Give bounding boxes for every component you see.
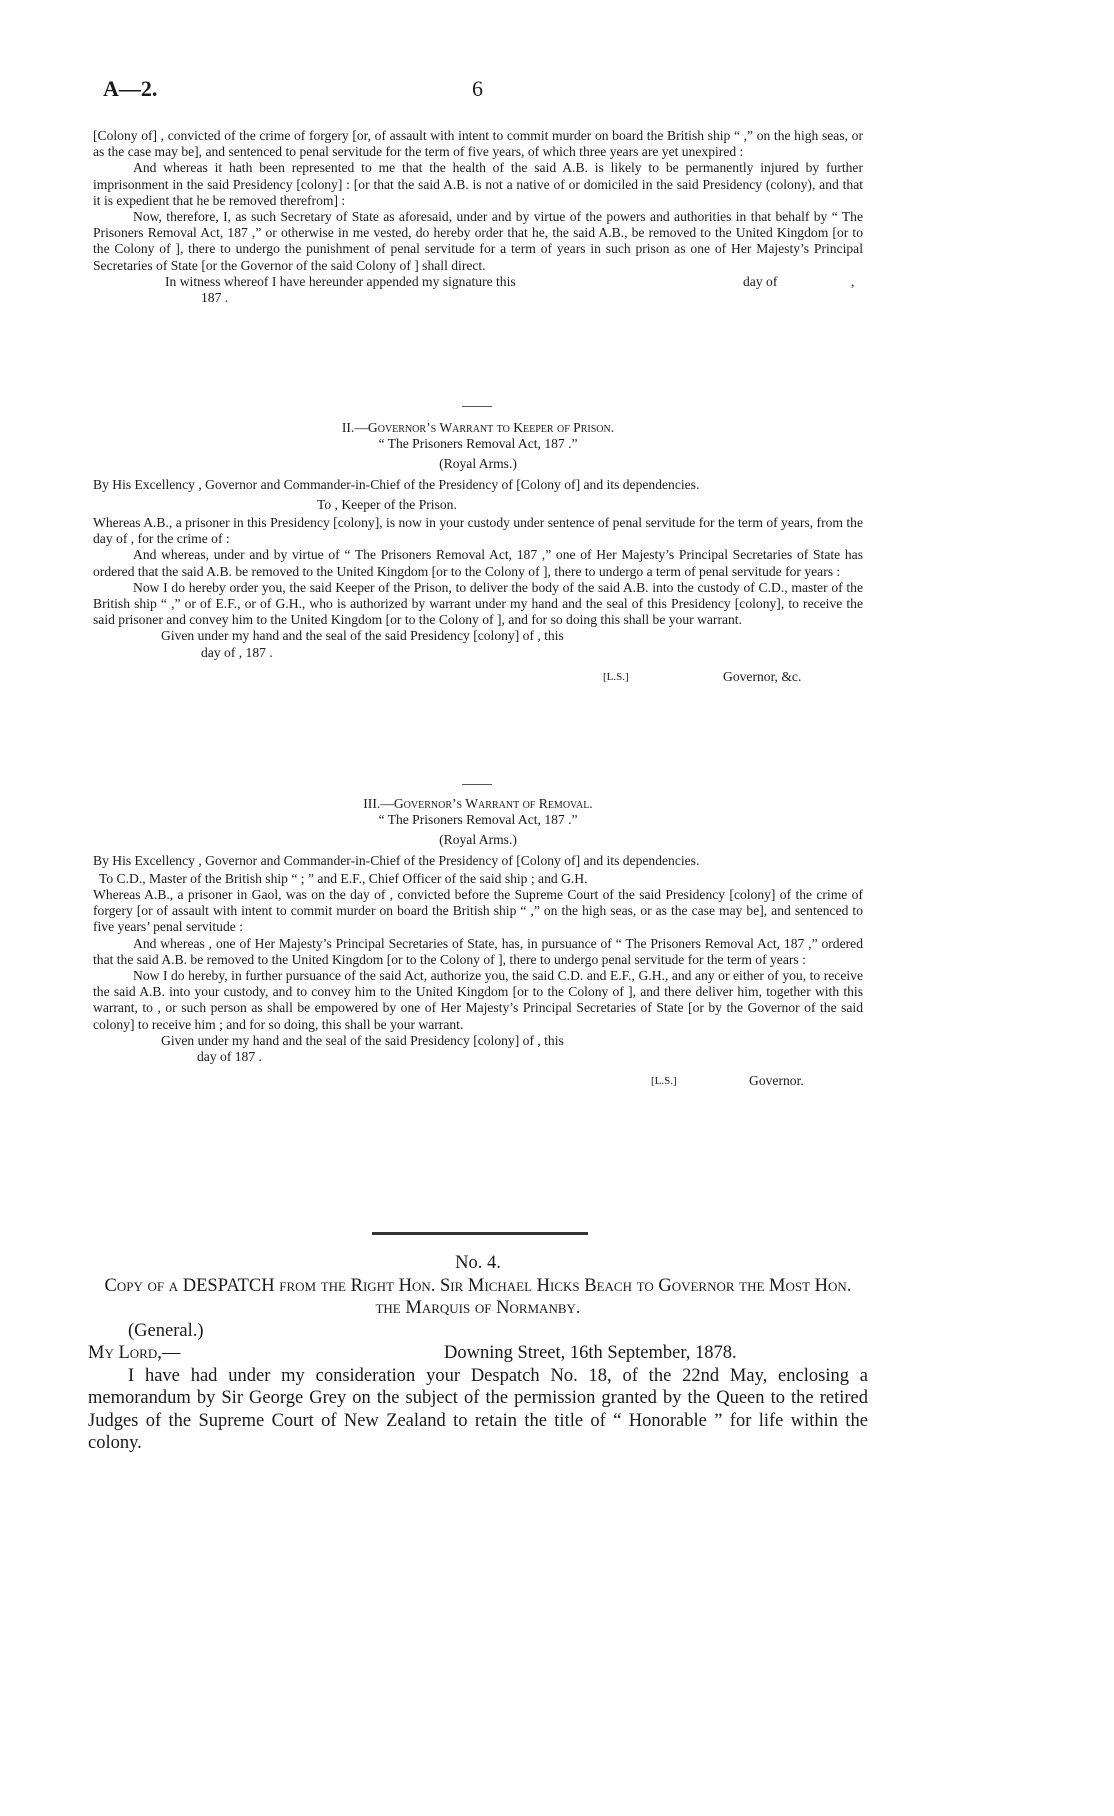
form2-title: II.—Governor’s Warrant to Keeper of Prison.	[341, 420, 615, 435]
divider-rule	[462, 784, 492, 785]
despatch-body	[88, 1252, 868, 1455]
form3-by-line: By His Excellency , Governor and Commander-in-Chief of the Presidency of [Colony of] and its dependencies.	[93, 852, 700, 868]
witness-day: day of	[743, 273, 778, 289]
form2-given-day: day of , 187 .	[201, 644, 273, 660]
form2-paragraph: Whereas A.B., a prisoner in this Presidency [colony], is now in your custody under sentence of penal servitude for the term of years, from the day of , for the crime of :	[93, 515, 863, 547]
form3-given-line: Given under my hand and the seal of the said Presidency [colony] of , this	[161, 1032, 564, 1048]
form2-signature-line	[93, 669, 863, 685]
form3-act: “ The Prisoners Removal Act, 187 .”	[378, 812, 578, 828]
despatch-number: No. 4.	[455, 1253, 501, 1273]
witness-year-line	[93, 290, 863, 306]
form2-arms: (Royal Arms.)	[439, 456, 517, 472]
form1-body	[93, 128, 863, 306]
form2-by-line: By His Excellency , Governor and Commander-in-Chief of the Presidency of [Colony of] and its dependencies.	[93, 476, 700, 492]
salutation: My Lord,—	[88, 1343, 181, 1363]
despatch-category: (General.)	[128, 1320, 204, 1341]
form3-paragraph: Whereas A.B., a prisoner in Gaol, was on the day of , convicted before the Supreme Court of the said Presidency [colony] of the crime of forgery [or of assault with intent to commit murder on board the British ship “ ,” on the high seas, or as the case may be], and sentenced to five years’ penal servitude :	[93, 887, 863, 935]
place-date: Downing Street, 16th September, 1878.	[444, 1343, 737, 1363]
form1-paragraph: And whereas it hath been represented to me that the health of the said A.B. is likely to be permanently injured by further imprisonment in the said Presidency [colony] : [or that the said A.B. is not a native of or domiciled in the said Presidency (colony), and that it is expedient that he be removed therefrom] :	[93, 160, 863, 208]
section-divider	[372, 1232, 588, 1235]
despatch-heading: Copy of a DESPATCH from the Right Hon. Sir Michael Hicks Beach to Governor the Most Hon. the Marquis of Normanby.	[104, 1275, 852, 1318]
form3-to-line: To C.D., Master of the British ship “ ; ” and E.F., Chief Officer of the said ship ; and G.H.	[99, 870, 588, 886]
form3-paragraph: Now I do hereby, in further pursuance of the said Act, authorize you, the said C.D. and E.F., G.H., and any or either of you, to receive the said A.B. into your custody, and to convey him to the United Kingdom [or to the Colony of ], and there deliver him, together with this warrant, to , or such person as shall be empowered by one of Her Majesty’s Principal Secretaries of State [or by the Governor of the said colony] to receive him ; and for so doing, this shall be your warrant.	[93, 968, 863, 1032]
despatch-paragraph: I have had under my consideration your Despatch No. 18, of the 22nd May, enclosing a memorandum by Sir George Grey on the subject of the permission granted by the Queen to the retired Judges of the Supreme Court of New Zealand to retain the title of “ Honorable ” for life within the colony.	[88, 1365, 868, 1453]
form2-act: “ The Prisoners Removal Act, 187 .”	[378, 436, 578, 452]
salutation-line	[88, 1342, 868, 1365]
form2-body	[93, 420, 863, 685]
section-code: A—2.	[103, 76, 158, 101]
form2-to-line: To , Keeper of the Prison.	[317, 496, 457, 512]
form1-paragraph: [Colony of] , convicted of the crime of forgery [or, of assault with intent to commit murder on board the British ship “ ,” on the high seas, or as the case may be], and sentenced to penal servitude for the term of five years, of which three years are yet unexpired :	[93, 128, 863, 160]
divider-rule	[462, 406, 492, 407]
page-number: 6	[472, 76, 483, 101]
form2-paragraph: And whereas, under and by virtue of “ The Prisoners Removal Act, 187 ,” one of Her Majesty’s Principal Secretaries of State has ordered that the said A.B. be removed to the United Kingdom [or to the Colony of ], there to undergo a term of penal servitude for years :	[93, 547, 863, 579]
form3-given-day: day of 187 .	[197, 1049, 262, 1065]
form3-title: III.—Governor’s Warrant of Removal.	[363, 796, 593, 811]
form3-arms: (Royal Arms.)	[439, 832, 517, 848]
form2-seal: [L.S.]	[603, 670, 629, 683]
form3-body	[93, 796, 863, 1089]
form3-signature: Governor.	[749, 1073, 804, 1089]
form3-seal: [L.S.]	[651, 1075, 677, 1088]
witness-text: In witness whereof I have hereunder appended my signature this	[165, 273, 516, 289]
form1-paragraph: Now, therefore, I, as such Secretary of State as aforesaid, under and by virtue of the powers and authorities in that behalf by “ The Prisoners Removal Act, 187 ,” or otherwise in me vested, do hereby order that he, the said A.B., be removed to the United Kingdom [or to the Colony of ], there to undergo the punishment of penal servitude for a term of years in such prison as one of Her Majesty’s Principal Secretaries of State [or the Governor of the said Colony of ] shall direct.	[93, 209, 863, 273]
form2-signature: Governor, &c.	[723, 668, 802, 684]
form3-signature-line	[93, 1073, 863, 1089]
form2-given-line: Given under my hand and the seal of the said Presidency [colony] of , this	[161, 628, 564, 644]
form2-paragraph: Now I do hereby order you, the said Keeper of the Prison, to deliver the body of the said A.B. into the custody of C.D., master of the British ship “ ,” or of E.F., or of G.H., who is authorized by warrant under my hand and the seal of this Presidency [colony], to receive the said prisoner and convey him to the United Kingdom [or to the Colony of ], and for so doing this shall be your warrant.	[93, 579, 863, 628]
witness-year: 187 .	[201, 289, 229, 305]
form3-paragraph: And whereas , one of Her Majesty’s Principal Secretaries of State, has, in pursuance of “ The Prisoners Removal Act, 187 ,” ordered that the said A.B. be removed to the United Kingdom [or to the Colony of ], there to undergo penal servitude for the term of years :	[93, 935, 863, 967]
witness-line: In witness whereof I have hereunder appended my signature this day of ,	[165, 273, 855, 289]
